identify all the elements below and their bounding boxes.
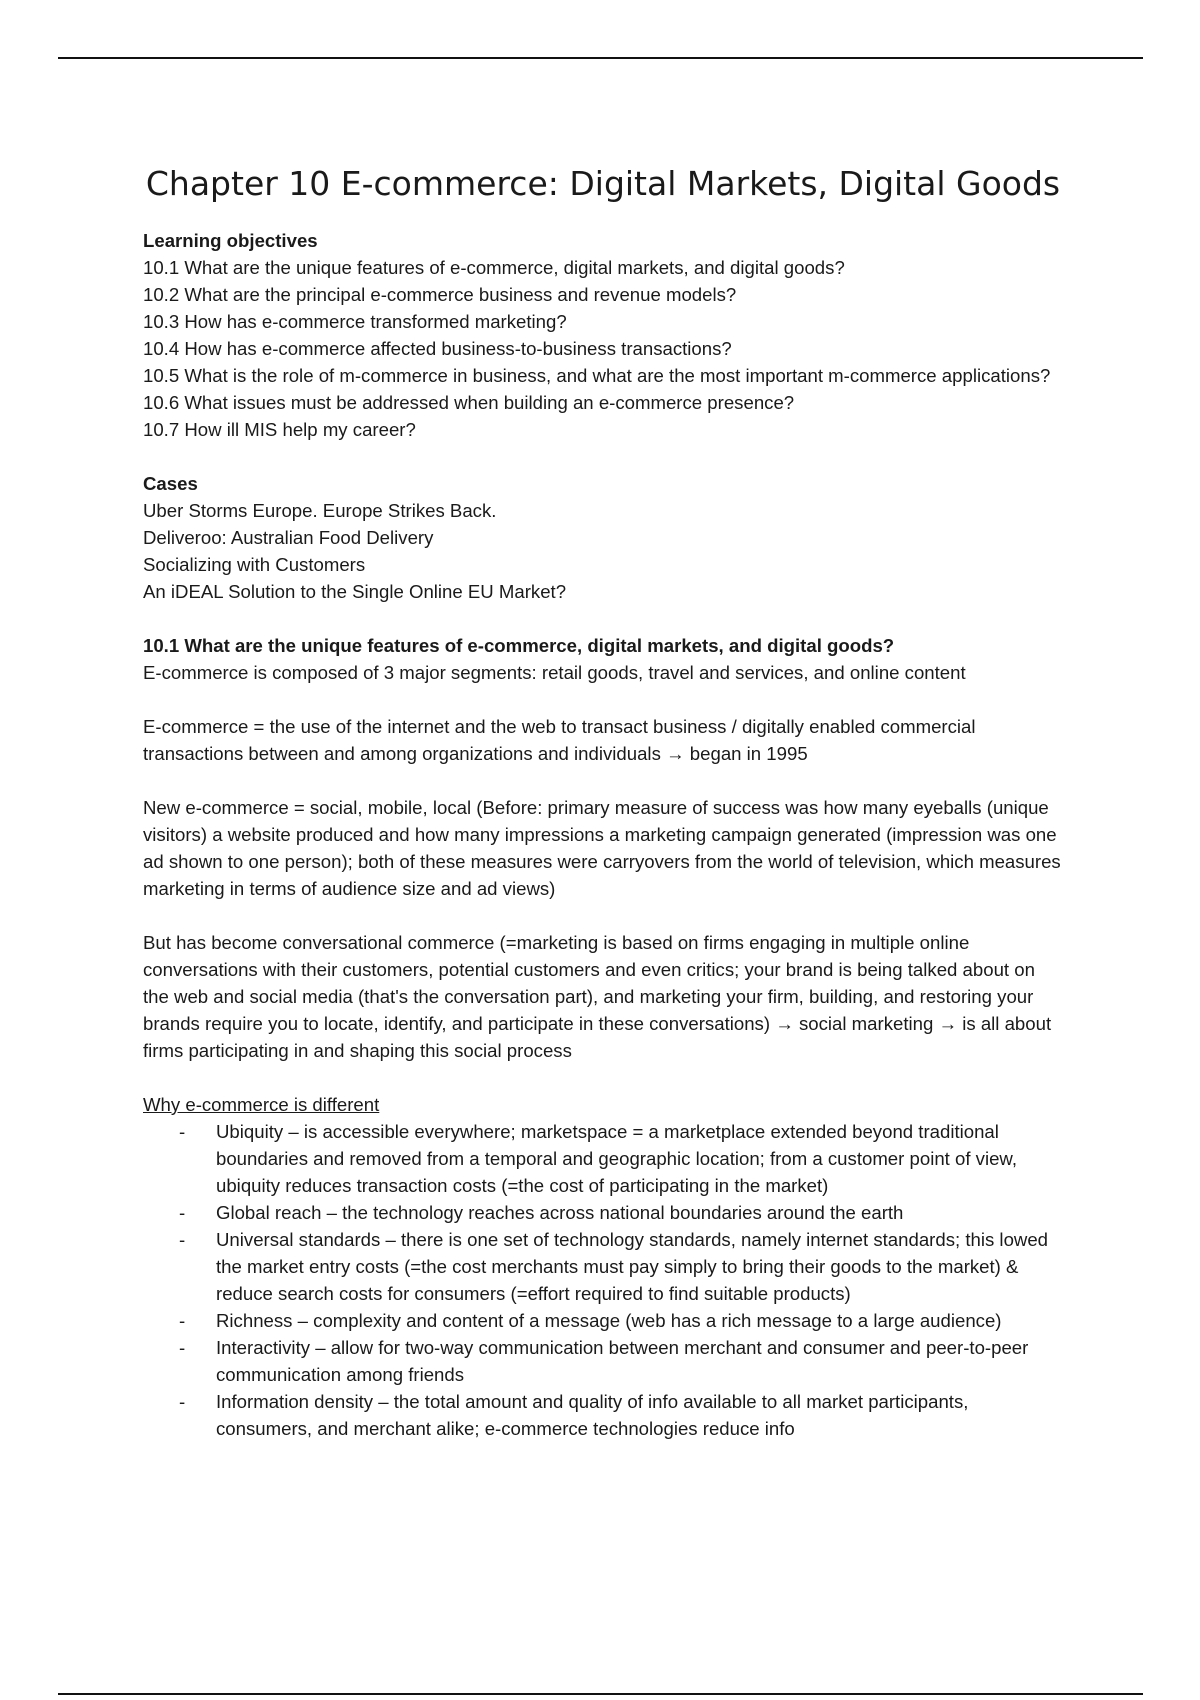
objective-item: 10.3 How has e-commerce transformed marketing?	[143, 311, 567, 332]
page-top-rule	[58, 57, 1143, 59]
objective-item: 10.2 What are the principal e-commerce business and revenue models?	[143, 284, 737, 305]
spacer	[143, 1064, 1063, 1091]
list-item: - Interactivity – allow for two-way communication between merchant and consumer and peer-to-peer communication among friends	[216, 1334, 1063, 1388]
list-item: - Universal standards – there is one set of technology standards, namely internet standards; this lowed the market entry costs (=the cost merchants must pay simply to bring their goods to the market) & reduce search costs for consumers (=effort required to find suitable products)	[216, 1226, 1063, 1307]
case-item: Uber Storms Europe. Europe Strikes Back.	[143, 500, 497, 521]
segments-paragraph: E-commerce is composed of 3 major segments: retail goods, travel and services, and online content	[143, 662, 966, 683]
list-item: - Information density – the total amount and quality of info available to all market participants, consumers, and merchant alike; e-commerce technologies reduce info	[216, 1388, 1063, 1442]
list-item: - Global reach – the technology reaches across national boundaries around the earth	[216, 1199, 1063, 1226]
objective-item: 10.6 What issues must be addressed when building an e-commerce presence?	[143, 392, 795, 413]
definition-paragraph: E-commerce = the use of the internet and the web to transact business / digitally enabled commercial transactions between and among organizations and individuals → began in 1995	[143, 716, 976, 764]
page-title: Chapter 10 E-commerce: Digital Markets, Digital Goods	[145, 164, 1061, 203]
case-item: An iDEAL Solution to the Single Online EU Market?	[143, 581, 567, 602]
new-ecommerce-paragraph: New e-commerce = social, mobile, local (Before: primary measure of success was how many eyeballs (unique visitors) a website produced and how many impressions a marketing campaign generated (impression was one ad shown to one person); both of these measures were carryovers from the world of television, which measures marketing in terms of audience size and ad views)	[143, 797, 1061, 899]
case-item: Socializing with Customers	[143, 554, 366, 575]
objective-item: 10.4 How has e-commerce affected business-to-business transactions?	[143, 338, 732, 359]
list-item: - Ubiquity – is accessible everywhere; marketspace = a marketplace extended beyond traditional boundaries and removed from a temporal and geographic location; from a customer point of view, ubiquity reduces transaction costs (=the cost of participating in the market)	[216, 1118, 1063, 1199]
section-heading-10-1: 10.1 What are the unique features of e-commerce, digital markets, and digital goods?	[143, 635, 895, 656]
document-body	[143, 160, 1063, 1442]
spacer	[143, 605, 1063, 632]
objectives-heading: Learning objectives	[143, 230, 318, 251]
objective-item: 10.7 How ill MIS help my career?	[143, 419, 416, 440]
cases-heading: Cases	[143, 473, 198, 494]
features-list	[143, 1118, 1063, 1442]
spacer	[143, 767, 1063, 794]
spacer	[143, 902, 1063, 929]
list-item: - Richness – complexity and content of a message (web has a rich message to a large audience)	[216, 1307, 1063, 1334]
page-bottom-rule	[58, 1693, 1143, 1695]
spacer	[143, 443, 1063, 470]
spacer	[143, 686, 1063, 713]
conversational-commerce-paragraph: But has become conversational commerce (=marketing is based on firms engaging in multiple online conversations with their customers, potential customers and even critics; your brand is being talked about on the web and social media (that's the conversation part), and marketing your firm, building, and restoring your brands require you to locate, identify, and participate in these conversations) → social marketing → is all about firms participating in and shaping this social process	[143, 932, 1052, 1061]
objective-item: 10.1 What are the unique features of e-commerce, digital markets, and digital goods?	[143, 257, 845, 278]
objective-item: 10.5 What is the role of m-commerce in business, and what are the most important m-commerce applications?	[143, 365, 1051, 386]
why-different-heading: Why e-commerce is different	[143, 1094, 380, 1115]
case-item: Deliveroo: Australian Food Delivery	[143, 527, 434, 548]
